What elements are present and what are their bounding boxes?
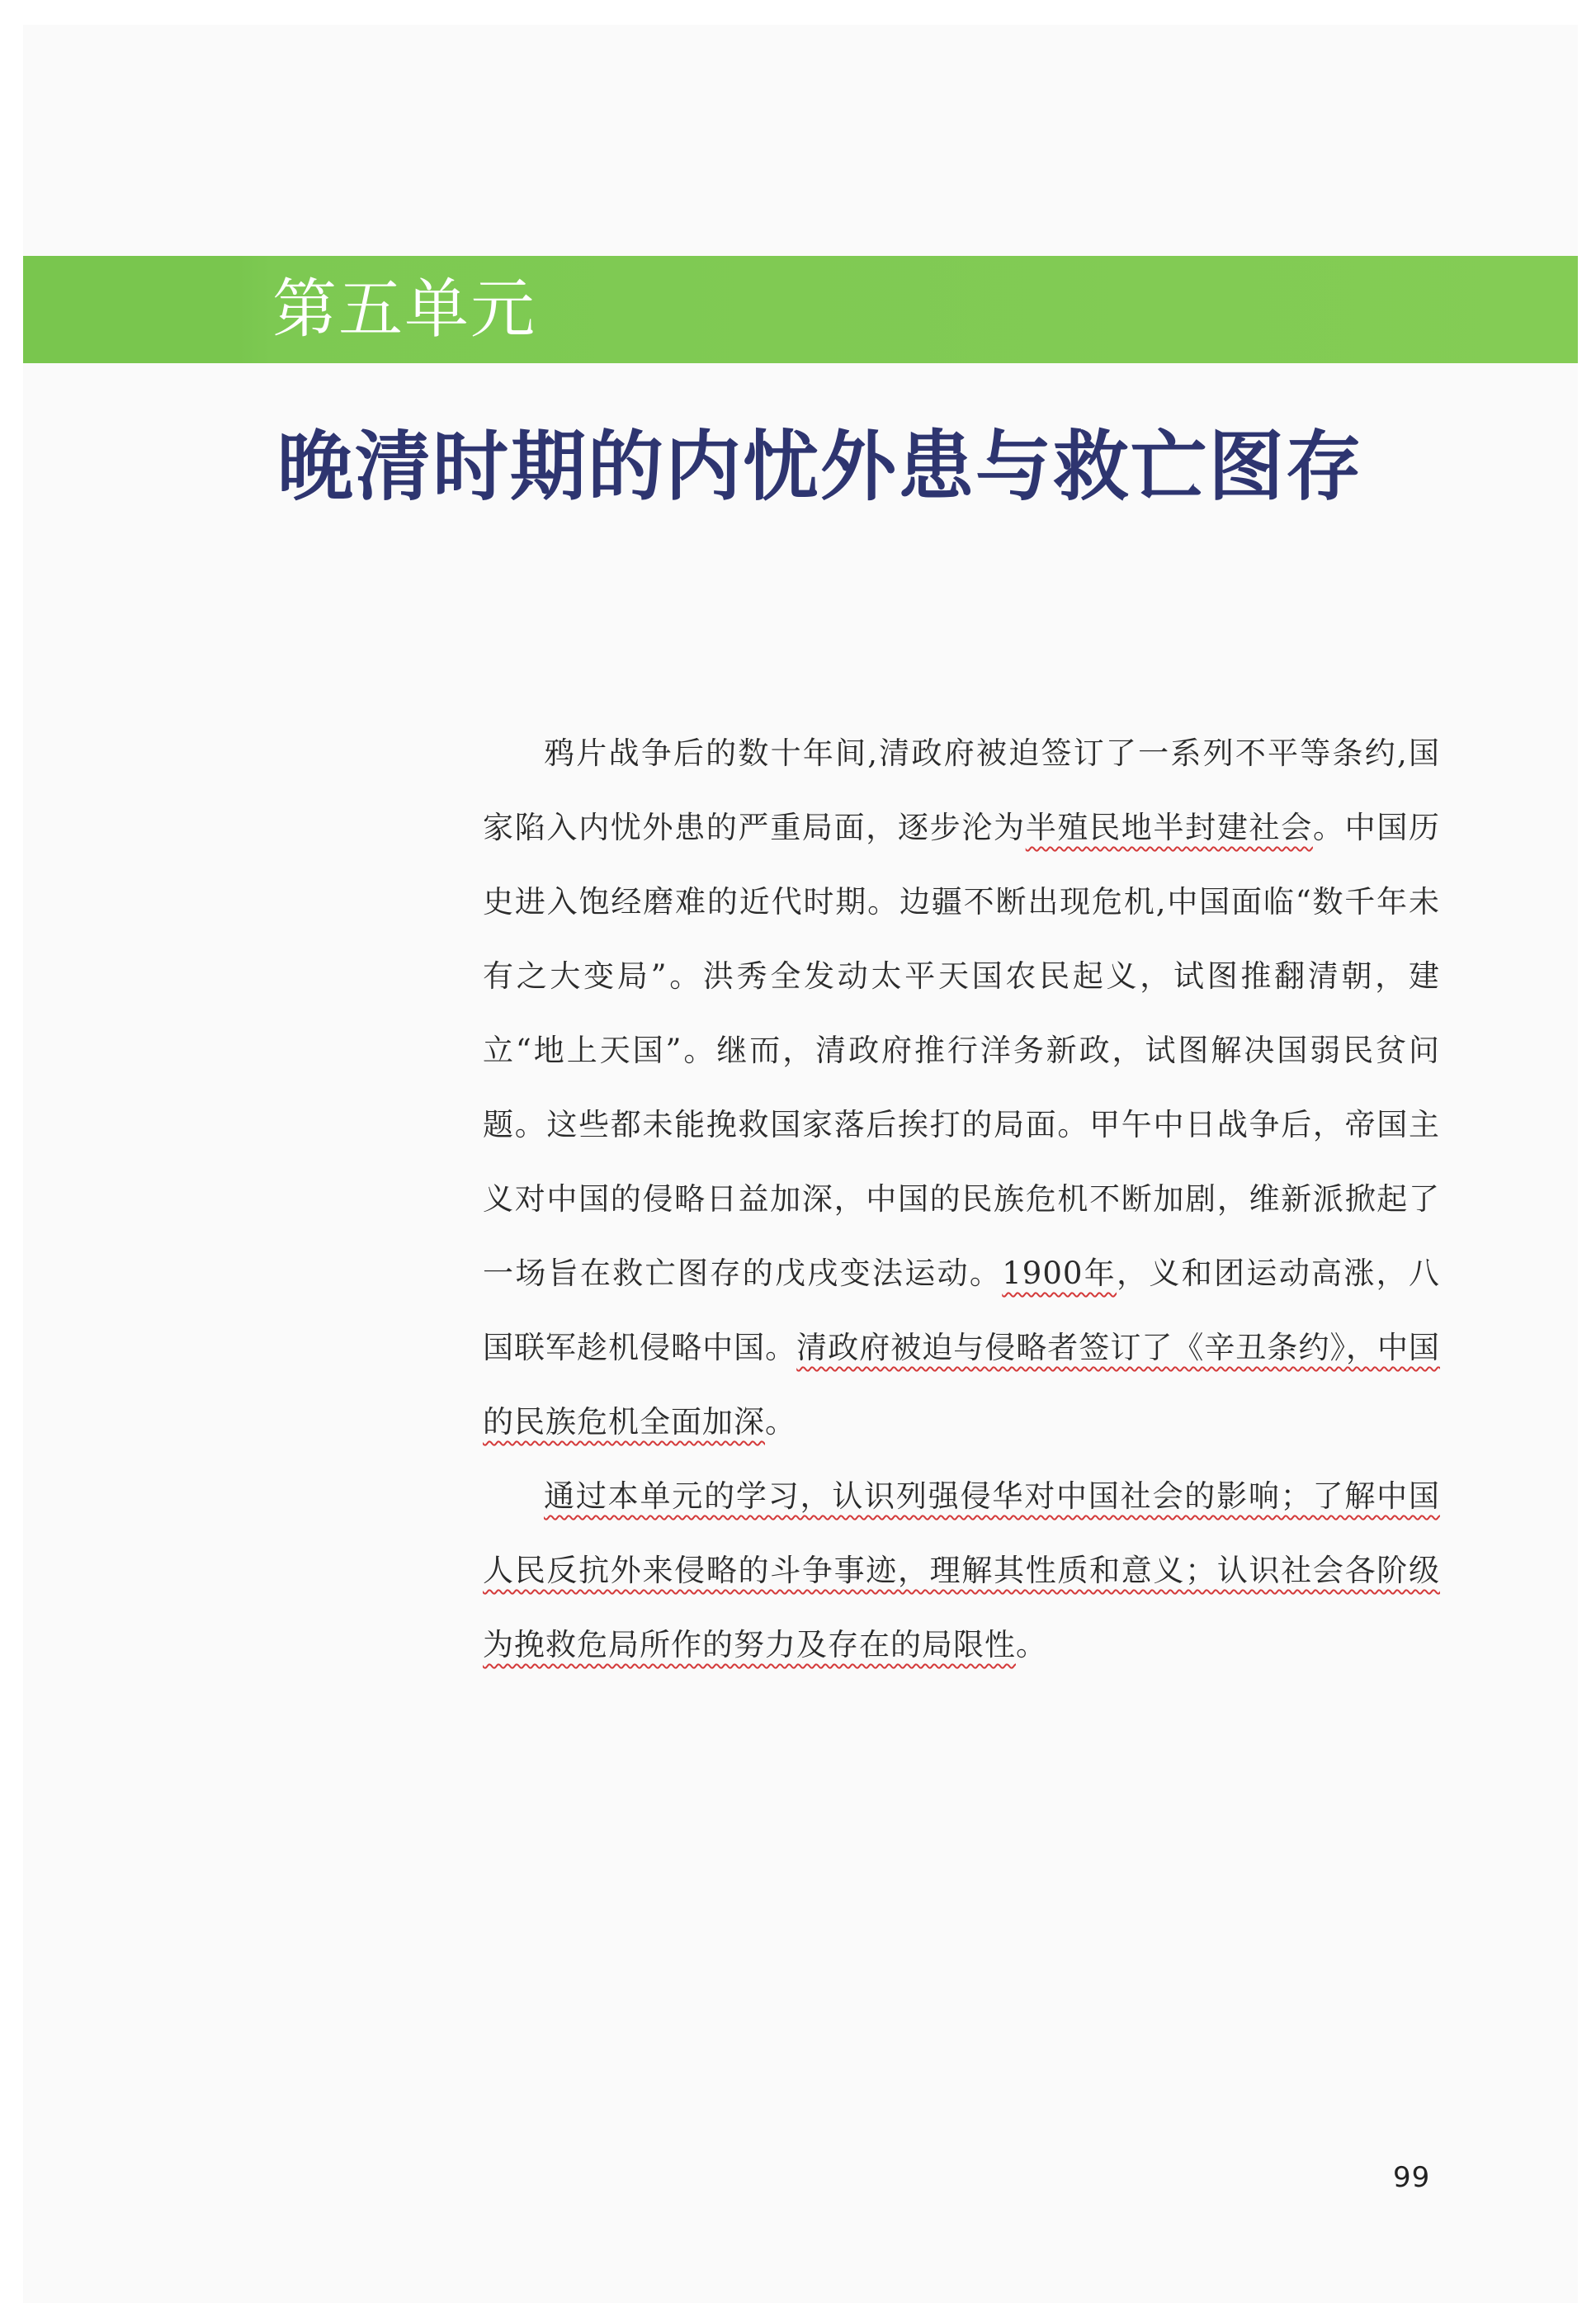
intro-text [483,716,1440,1682]
annotated-text: 半殖民地半封建社会 [1025,810,1313,845]
text-span: 。 [1016,1627,1047,1662]
unit-banner [23,256,1578,363]
text-span: 鸦片战争后的数十年间,清政府被迫签订了一系列不平等条约,国家陷入内忧外患的严重局面，逐步沦为 [483,735,1440,845]
intro-paragraph-2 [483,1459,1440,1682]
annotated-text: 通过本单元的学习，认识列强侵华对中国社会的影响；了解中国人民反抗外来侵略的斗争事迹，理解其性质和意义；认识社会各阶级为挽救危局所作的努力及存在的局限性 [483,1478,1440,1662]
text-span: 。 [765,1404,796,1440]
annotated-text: 1900年 [1002,1256,1117,1291]
intro-paragraph-1 [483,716,1440,1459]
page-number: 99 [1393,2161,1431,2194]
annotated-text: 清政府被迫与侵略者签订了《辛丑条约》，中国的民族危机全面加深 [483,1330,1441,1440]
text-span: 。中国历史进入饱经磨难的近代时期。边疆不断出现危机,中国面临“数千年未有之大变局”。洪秀全发动太平天国农民起义，试图推翻清朝，建立“地上天国”。继而，清政府推行洋务新政，试图解决国弱民贫问题。这些都未能挽救国家落后挨打的局面。甲午中日战争后，帝国主义对中国的侵略日益加深，中国的民族危机不断加剧，维新派掀起了一场旨在救亡图存的戊戌变法运动。 [483,810,1441,1291]
text-span: ，义和团运动高涨，八国联军趁机侵略中国。 [483,1256,1441,1365]
unit-title: 晚清时期的内忧外患与救亡图存 [277,422,1364,511]
unit-label: 第五单元 [272,272,537,347]
